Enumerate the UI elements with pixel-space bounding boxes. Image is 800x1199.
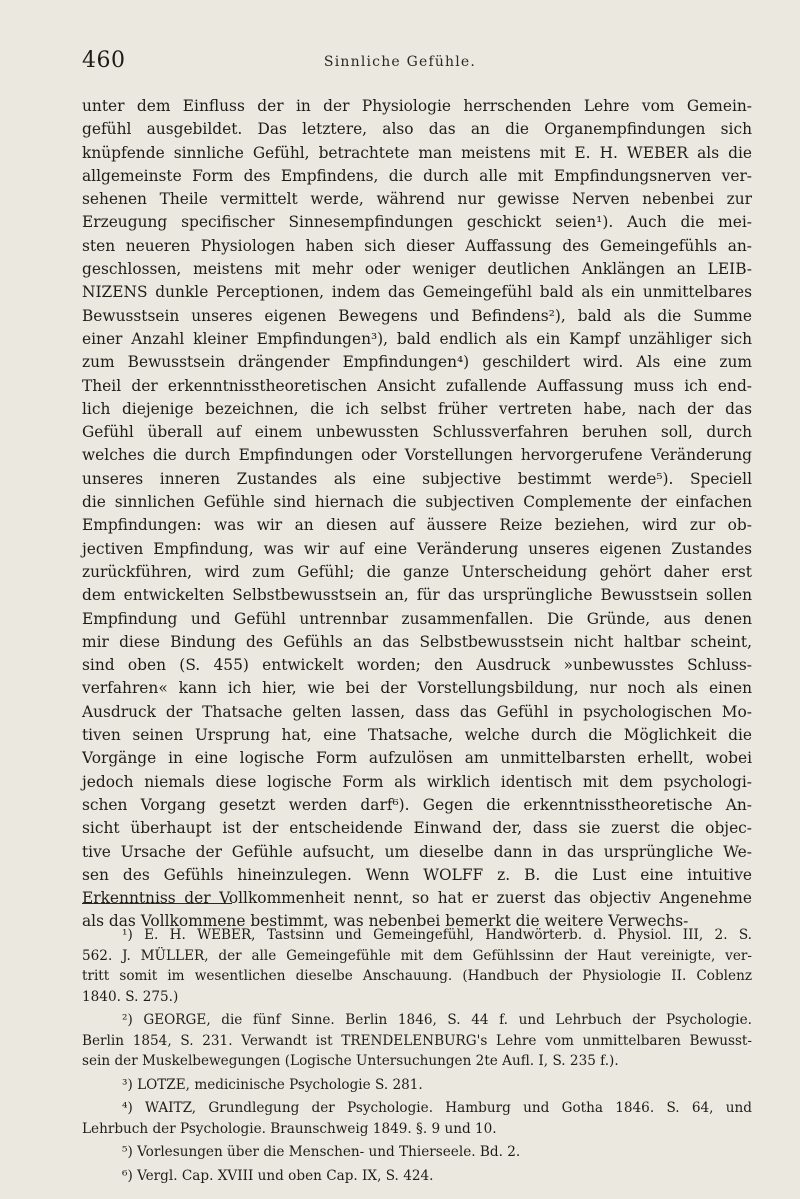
text-line: knüpfende sinnliche Gefühl, betrachtete man meistens mit E. H. WEBER als die [82,143,752,162]
text-line: allgemeinste Form des Empfindens, die durch alle mit Empfindungsnerven ver- [82,166,752,185]
text-line: jectiven Empfindung, was wir auf eine Veränderung unseres eigenen Zustandes [82,539,752,558]
footnote-line: ⁵) Vorlesungen über die Menschen- und Thierseele. Bd. 2. [122,1144,521,1160]
text-line: geschlossen, meistens mit mehr oder weniger deutlichen Anklängen an LEIB- [82,260,752,279]
text-line: sind oben (S. 455) entwickelt worden; den Ausdruck »unbewusstes Schluss- [82,656,752,675]
text-line: welches die durch Empfindungen oder Vorstellungen hervorgerufene Veränderung [82,446,752,465]
main-text [82,95,752,934]
text-line: tiven seinen Ursprung hat, eine Thatsache, welche durch die Möglichkeit die [82,726,752,745]
text-line: Erzeugung specifischer Sinnesempfindungen geschickt seien¹). Auch die mei- [82,213,752,232]
footnote-line: ⁶) Vergl. Cap. XVIII und oben Cap. IX, S. 424. [122,1167,434,1184]
footnote-line: 562. J. MÜLLER, der alle Gemeingefühle mit dem Gefühlssinn der Haut vereinigte, ver- [82,947,752,964]
footnote-line: Lehrbuch der Psychologie. Braunschweig 1849. §. 9 und 10. [82,1120,497,1137]
text-line: gefühl ausgebildet. Das letztere, also das an die Organempfindungen sich [82,120,752,139]
text-line: zum Bewusstsein drängender Empfindungen⁴) geschildert wird. Als eine zum [82,353,752,372]
text-line: Ausdruck der Thatsache gelten lassen, dass das Gefühl in psychologischen Mo- [82,702,752,721]
footnote [82,1010,752,1072]
footnote-line: ²) GEORGE, die fünf Sinne. Berlin 1846, S. 44 f. und Lehrbuch der Psychologie. [122,1012,752,1028]
footnote-line: ³) LOTZE, medicinische Psychologie S. 281. [122,1076,423,1093]
text-line: sen des Gefühls hineinzulegen. Wenn WOLFF z. B. die Lust eine intuitive [82,865,752,884]
page-header [82,44,718,76]
footnote [82,925,752,1007]
text-line: Bewusstsein unseres eigenen Bewegens und Befindens²), bald als die Summe [82,306,752,325]
text-line: jedoch niemals diese logische Form als wirklich identisch mit dem psychologi- [82,772,752,791]
footnote-line: ¹) E. H. WEBER, Tastsinn und Gemeingefühl, Handwörterb. d. Physiol. III, 2. S. [122,927,752,943]
text-line: unter dem Einfluss der in der Physiologie herrschenden Lehre vom Gemein- [82,97,752,115]
footnote-line: sein der Muskelbewegungen (Logische Untersuchungen 2te Aufl. I, S. 235 f.). [82,1053,619,1069]
text-line: sten neueren Physiologen haben sich dieser Auffassung des Gemeingefühls an- [82,236,752,255]
text-line: zurückführen, wird zum Gefühl; die ganze Unterscheidung gehört daher erst [82,562,752,581]
text-line: einer Anzahl kleiner Empfindungen³), bald endlich als ein Kampf unzähliger sich [82,329,752,348]
text-line: unseres inneren Zustandes als eine subjective bestimmt werde⁵). Speciell [82,469,752,488]
text-line: Empfindungen: was wir an diesen auf äussere Reize beziehen, wird zur ob- [82,516,752,535]
text-line: lich diejenige bezeichnen, die ich selbst früher vertreten habe, nach der das [82,399,752,418]
footnote-line: tritt somit im wesentlichen dieselbe Anschauung. (Handbuch der Physiologie II. Coblenz [82,968,752,984]
footnote-line: 1840. S. 275.) [82,988,179,1005]
text-line: mir diese Bindung des Gefühls an das Selbstbewusstsein nicht haltbar scheint, [82,632,752,651]
text-line: sehenen Theile vermittelt werde, während nur gewisse Nerven nebenbei zur [82,190,752,209]
text-line: NIZENS dunkle Perceptionen, indem das Gemeingefühl bald als ein unmittelbares [82,283,752,302]
text-line: als das Vollkommene bestimmt, was nebenbei bemerkt die weitere Verwechs- [82,912,689,931]
footnote-separator [82,903,232,904]
text-line: Vorgänge in eine logische Form aufzulösen am unmittelbarsten erhellt, wobei [82,749,752,768]
footnote [82,1166,752,1187]
text-line: schen Vorgang gesetzt werden darf⁶). Gegen die erkenntnisstheoretische An- [82,795,752,814]
text-line: Theil der erkenntnisstheoretischen Ansicht zufallende Auffassung muss ich end- [82,376,752,395]
running-head: Sinnliche Gefühle. [323,54,477,70]
footnote-line: ⁴) WAITZ, Grundlegung der Psychologie. Hamburg und Gotha 1846. S. 64, und [122,1100,752,1116]
text-line: Erkenntniss der Vollkommenheit nennt, so hat er zuerst das objectiv Angenehme [82,889,752,908]
text-line: Empfindung und Gefühl untrennbar zusammenfallen. Die Gründe, aus denen [82,609,752,628]
footnote [82,1075,752,1096]
page-number: 460 [82,48,126,73]
text-line: dem entwickelten Selbstbewusstsein an, für das ursprüngliche Bewusstsein sollen [82,586,752,605]
text-line: Gefühl überall auf einem unbewussten Schlussverfahren beruhen soll, durch [82,423,752,442]
text-line: die sinnlichen Gefühle sind hiernach die subjectiven Complemente der einfachen [82,493,752,512]
footnote-line: Berlin 1854, S. 231. Verwandt ist TRENDELENBURG's Lehre vom unmittelbaren Bewusst- [82,1032,752,1049]
footnote [82,1142,752,1163]
text-line: verfahren« kann ich hier, wie bei der Vorstellungsbildung, nur noch als einen [82,679,752,698]
text-line: sicht überhaupt ist der entscheidende Einwand der, dass sie zuerst die objec- [82,819,752,838]
text-line: tive Ursache der Gefühle aufsucht, um dieselbe dann in das ursprüngliche We- [82,842,752,861]
footnote [82,1098,752,1139]
footnotes [82,925,752,1186]
